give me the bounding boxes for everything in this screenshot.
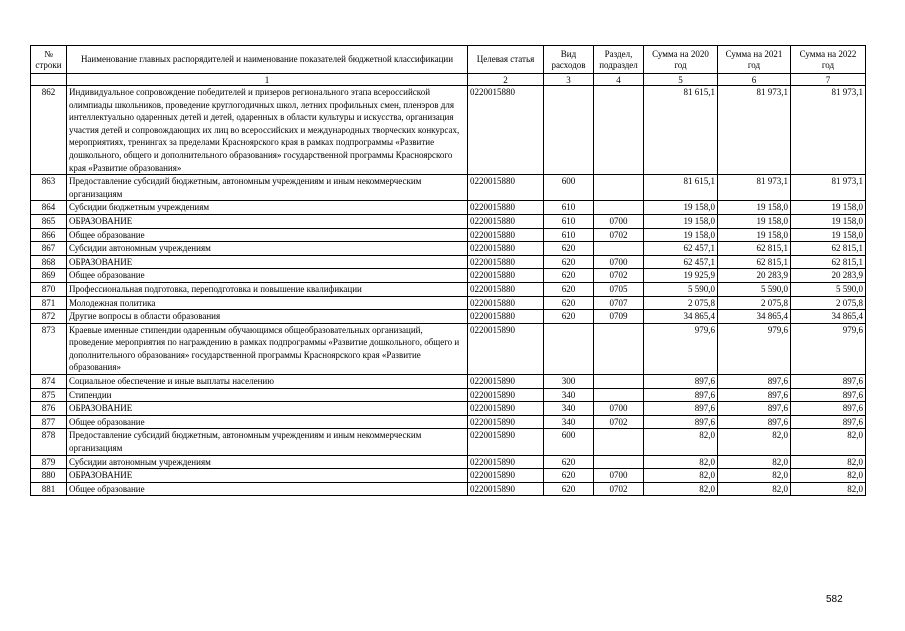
row-target-article: 0220015880 <box>468 214 544 228</box>
row-section <box>594 86 644 175</box>
row-number: 862 <box>31 86 67 175</box>
row-number: 876 <box>31 402 67 416</box>
row-section: 0702 <box>594 269 644 283</box>
row-section: 0705 <box>594 282 644 296</box>
row-number: 866 <box>31 228 67 242</box>
row-sum-2021: 979,6 <box>718 323 791 374</box>
header-number-cell: 3 <box>544 74 594 86</box>
row-name: Предоставление субсидий бюджетным, автономным учреждениям и иным некоммерческим организациям <box>67 429 468 455</box>
row-section: 0700 <box>594 255 644 269</box>
row-sum-2020: 81 615,1 <box>644 86 718 175</box>
row-sum-2022: 82,0 <box>791 455 866 469</box>
row-target-article: 0220015880 <box>468 86 544 175</box>
row-sum-2021: 82,0 <box>718 455 791 469</box>
row-sum-2021: 20 283,9 <box>718 269 791 283</box>
row-sum-2021: 82,0 <box>718 482 791 496</box>
row-number: 864 <box>31 201 67 215</box>
row-expense-type: 300 <box>544 375 594 389</box>
row-number: 873 <box>31 323 67 374</box>
table-row <box>31 323 866 374</box>
row-number: 874 <box>31 375 67 389</box>
row-expense-type: 340 <box>544 388 594 402</box>
row-target-article: 0220015880 <box>468 310 544 324</box>
table-row <box>31 242 866 256</box>
header-number-cell: 2 <box>468 74 544 86</box>
row-sum-2020: 897,6 <box>644 415 718 429</box>
row-target-article: 0220015890 <box>468 388 544 402</box>
row-number: 870 <box>31 282 67 296</box>
row-sum-2021: 62 815,1 <box>718 242 791 256</box>
row-name: Молодежная политика <box>67 296 468 310</box>
row-name: Субсидии автономным учреждениям <box>67 242 468 256</box>
row-expense-type: 620 <box>544 282 594 296</box>
row-target-article: 0220015880 <box>468 255 544 269</box>
row-sum-2020: 82,0 <box>644 429 718 455</box>
row-number: 867 <box>31 242 67 256</box>
table-row <box>31 228 866 242</box>
row-sum-2022: 34 865,4 <box>791 310 866 324</box>
row-expense-type: 620 <box>544 310 594 324</box>
table-row <box>31 469 866 483</box>
row-expense-type: 620 <box>544 296 594 310</box>
row-sum-2022: 82,0 <box>791 482 866 496</box>
row-section: 0700 <box>594 214 644 228</box>
row-number: 865 <box>31 214 67 228</box>
row-target-article: 0220015890 <box>468 455 544 469</box>
row-number: 871 <box>31 296 67 310</box>
row-number: 881 <box>31 482 67 496</box>
header-section: Раздел, подраздел <box>594 46 644 74</box>
row-sum-2020: 82,0 <box>644 469 718 483</box>
row-target-article: 0220015880 <box>468 175 544 201</box>
table-row <box>31 402 866 416</box>
row-number: 872 <box>31 310 67 324</box>
row-sum-2020: 82,0 <box>644 455 718 469</box>
row-number: 879 <box>31 455 67 469</box>
row-sum-2022: 20 283,9 <box>791 269 866 283</box>
header-number-cell: 6 <box>718 74 791 86</box>
budget-table <box>30 45 866 496</box>
row-sum-2022: 62 815,1 <box>791 242 866 256</box>
row-name: ОБРАЗОВАНИЕ <box>67 469 468 483</box>
row-name: Субсидии автономным учреждениям <box>67 455 468 469</box>
row-expense-type: 620 <box>544 269 594 283</box>
row-target-article: 0220015890 <box>468 482 544 496</box>
row-name: Общее образование <box>67 228 468 242</box>
row-name: Субсидии бюджетным учреждениям <box>67 201 468 215</box>
row-target-article: 0220015890 <box>468 323 544 374</box>
row-target-article: 0220015880 <box>468 269 544 283</box>
row-name: Социальное обеспечение и иные выплаты населению <box>67 375 468 389</box>
table-row <box>31 415 866 429</box>
table-row <box>31 375 866 389</box>
row-section <box>594 455 644 469</box>
row-sum-2022: 81 973,1 <box>791 86 866 175</box>
row-section: 0702 <box>594 482 644 496</box>
table-row <box>31 388 866 402</box>
page-number: 582 <box>826 594 843 605</box>
row-sum-2022: 897,6 <box>791 375 866 389</box>
row-expense-type: 600 <box>544 175 594 201</box>
row-expense-type: 610 <box>544 201 594 215</box>
row-sum-2021: 19 158,0 <box>718 228 791 242</box>
row-expense-type <box>544 323 594 374</box>
row-target-article: 0220015880 <box>468 296 544 310</box>
row-sum-2020: 19 925,9 <box>644 269 718 283</box>
header-number-cell: 7 <box>791 74 866 86</box>
row-sum-2020: 81 615,1 <box>644 175 718 201</box>
row-sum-2021: 62 815,1 <box>718 255 791 269</box>
table-row <box>31 310 866 324</box>
table-row <box>31 269 866 283</box>
header-sum-2021: Сумма на 2021 год <box>718 46 791 74</box>
row-target-article: 0220015890 <box>468 402 544 416</box>
table-row <box>31 282 866 296</box>
row-section: 0700 <box>594 402 644 416</box>
row-number: 878 <box>31 429 67 455</box>
row-expense-type: 620 <box>544 482 594 496</box>
row-expense-type: 340 <box>544 415 594 429</box>
row-section <box>594 323 644 374</box>
row-expense-type: 340 <box>544 402 594 416</box>
row-number: 875 <box>31 388 67 402</box>
row-section <box>594 388 644 402</box>
table-row <box>31 255 866 269</box>
table-row <box>31 482 866 496</box>
row-section <box>594 242 644 256</box>
row-expense-type <box>544 86 594 175</box>
row-name: ОБРАЗОВАНИЕ <box>67 402 468 416</box>
row-number: 868 <box>31 255 67 269</box>
header-number-cell: 1 <box>67 74 468 86</box>
row-sum-2020: 897,6 <box>644 388 718 402</box>
row-sum-2020: 2 075,8 <box>644 296 718 310</box>
row-number: 880 <box>31 469 67 483</box>
row-sum-2020: 897,6 <box>644 375 718 389</box>
row-sum-2022: 897,6 <box>791 388 866 402</box>
row-name: ОБРАЗОВАНИЕ <box>67 214 468 228</box>
header-number-cell: 4 <box>594 74 644 86</box>
row-sum-2021: 34 865,4 <box>718 310 791 324</box>
header-expense-type: Вид расходов <box>544 46 594 74</box>
row-expense-type: 610 <box>544 214 594 228</box>
row-section <box>594 429 644 455</box>
row-sum-2020: 19 158,0 <box>644 201 718 215</box>
row-name: ОБРАЗОВАНИЕ <box>67 255 468 269</box>
row-name: Общее образование <box>67 415 468 429</box>
table-row <box>31 429 866 455</box>
row-number: 869 <box>31 269 67 283</box>
header-name: Наименование главных распорядителей и наименование показателей бюджетной классификации <box>67 46 468 74</box>
row-name: Краевые именные стипендии одаренным обучающимся общеобразовательных организаций, проведение мероприятия по награждению в рамках подпрограммы «Развитие дошкольного, общего и дополнительного образования» государственной программы Красноярского края «Развитие образования» <box>67 323 468 374</box>
row-section: 0702 <box>594 228 644 242</box>
row-sum-2022: 81 973,1 <box>791 175 866 201</box>
row-section <box>594 201 644 215</box>
row-sum-2021: 82,0 <box>718 469 791 483</box>
row-target-article: 0220015890 <box>468 415 544 429</box>
row-sum-2022: 62 815,1 <box>791 255 866 269</box>
row-sum-2020: 62 457,1 <box>644 255 718 269</box>
row-name: Профессиональная подготовка, переподготовка и повышение квалификации <box>67 282 468 296</box>
row-sum-2021: 2 075,8 <box>718 296 791 310</box>
row-number: 877 <box>31 415 67 429</box>
row-number: 863 <box>31 175 67 201</box>
table-row <box>31 214 866 228</box>
row-expense-type: 610 <box>544 228 594 242</box>
row-expense-type: 600 <box>544 429 594 455</box>
table-body <box>31 86 866 496</box>
header-number-cell <box>31 74 67 86</box>
row-expense-type: 620 <box>544 242 594 256</box>
row-sum-2022: 82,0 <box>791 469 866 483</box>
row-sum-2021: 897,6 <box>718 402 791 416</box>
row-name: Индивидуальное сопровождение победителей и призеров регионального этапа всероссийской олимпиады школьников, проведение круглогодичных школ, летних профильных смен, пленэров для интеллектуально одаренных детей и детей, одаренных в области культуры и искусства, организация участия детей и сопровождающих их лиц во всероссийских и международных творческих конкурсах, мероприятиях, тренингах за пределами Красноярского края в рамках подпрограммы «Развитие дошкольного, общего и дополнительного образования» государственной программы Красноярского края «Развитие образования» <box>67 86 468 175</box>
row-sum-2020: 979,6 <box>644 323 718 374</box>
table-header <box>31 46 866 86</box>
row-section: 0709 <box>594 310 644 324</box>
row-target-article: 0220015890 <box>468 375 544 389</box>
row-sum-2021: 81 973,1 <box>718 175 791 201</box>
header-sum-2022: Сумма на 2022 год <box>791 46 866 74</box>
row-name: Общее образование <box>67 482 468 496</box>
header-number-cell: 5 <box>644 74 718 86</box>
row-sum-2020: 897,6 <box>644 402 718 416</box>
header-sum-2020: Сумма на 2020 год <box>644 46 718 74</box>
row-sum-2020: 5 590,0 <box>644 282 718 296</box>
row-sum-2021: 81 973,1 <box>718 86 791 175</box>
row-sum-2022: 19 158,0 <box>791 214 866 228</box>
row-section <box>594 375 644 389</box>
row-sum-2022: 19 158,0 <box>791 228 866 242</box>
table-row <box>31 201 866 215</box>
row-sum-2022: 82,0 <box>791 429 866 455</box>
row-sum-2021: 897,6 <box>718 375 791 389</box>
row-sum-2021: 5 590,0 <box>718 282 791 296</box>
row-expense-type: 620 <box>544 469 594 483</box>
table-row <box>31 175 866 201</box>
row-target-article: 0220015890 <box>468 469 544 483</box>
row-name: Стипендии <box>67 388 468 402</box>
row-expense-type: 620 <box>544 455 594 469</box>
row-sum-2021: 19 158,0 <box>718 214 791 228</box>
row-section: 0700 <box>594 469 644 483</box>
row-sum-2022: 2 075,8 <box>791 296 866 310</box>
row-sum-2020: 82,0 <box>644 482 718 496</box>
row-sum-2020: 19 158,0 <box>644 214 718 228</box>
row-name: Предоставление субсидий бюджетным, автономным учреждениям и иным некоммерческим организациям <box>67 175 468 201</box>
row-sum-2020: 34 865,4 <box>644 310 718 324</box>
row-sum-2021: 897,6 <box>718 415 791 429</box>
row-sum-2022: 897,6 <box>791 402 866 416</box>
row-name: Другие вопросы в области образования <box>67 310 468 324</box>
row-target-article: 0220015890 <box>468 429 544 455</box>
row-expense-type: 620 <box>544 255 594 269</box>
row-name: Общее образование <box>67 269 468 283</box>
row-sum-2022: 19 158,0 <box>791 201 866 215</box>
row-sum-2022: 979,6 <box>791 323 866 374</box>
table-row <box>31 455 866 469</box>
row-sum-2020: 19 158,0 <box>644 228 718 242</box>
row-sum-2021: 82,0 <box>718 429 791 455</box>
row-target-article: 0220015880 <box>468 242 544 256</box>
row-sum-2022: 897,6 <box>791 415 866 429</box>
table-row <box>31 296 866 310</box>
header-target-article: Целевая статья <box>468 46 544 74</box>
row-section <box>594 175 644 201</box>
header-row-number: № строки <box>31 46 67 74</box>
row-sum-2022: 5 590,0 <box>791 282 866 296</box>
row-section: 0707 <box>594 296 644 310</box>
row-sum-2020: 62 457,1 <box>644 242 718 256</box>
row-sum-2021: 897,6 <box>718 388 791 402</box>
row-target-article: 0220015880 <box>468 201 544 215</box>
row-section: 0702 <box>594 415 644 429</box>
row-sum-2021: 19 158,0 <box>718 201 791 215</box>
table-row <box>31 86 866 175</box>
row-target-article: 0220015880 <box>468 228 544 242</box>
row-target-article: 0220015880 <box>468 282 544 296</box>
